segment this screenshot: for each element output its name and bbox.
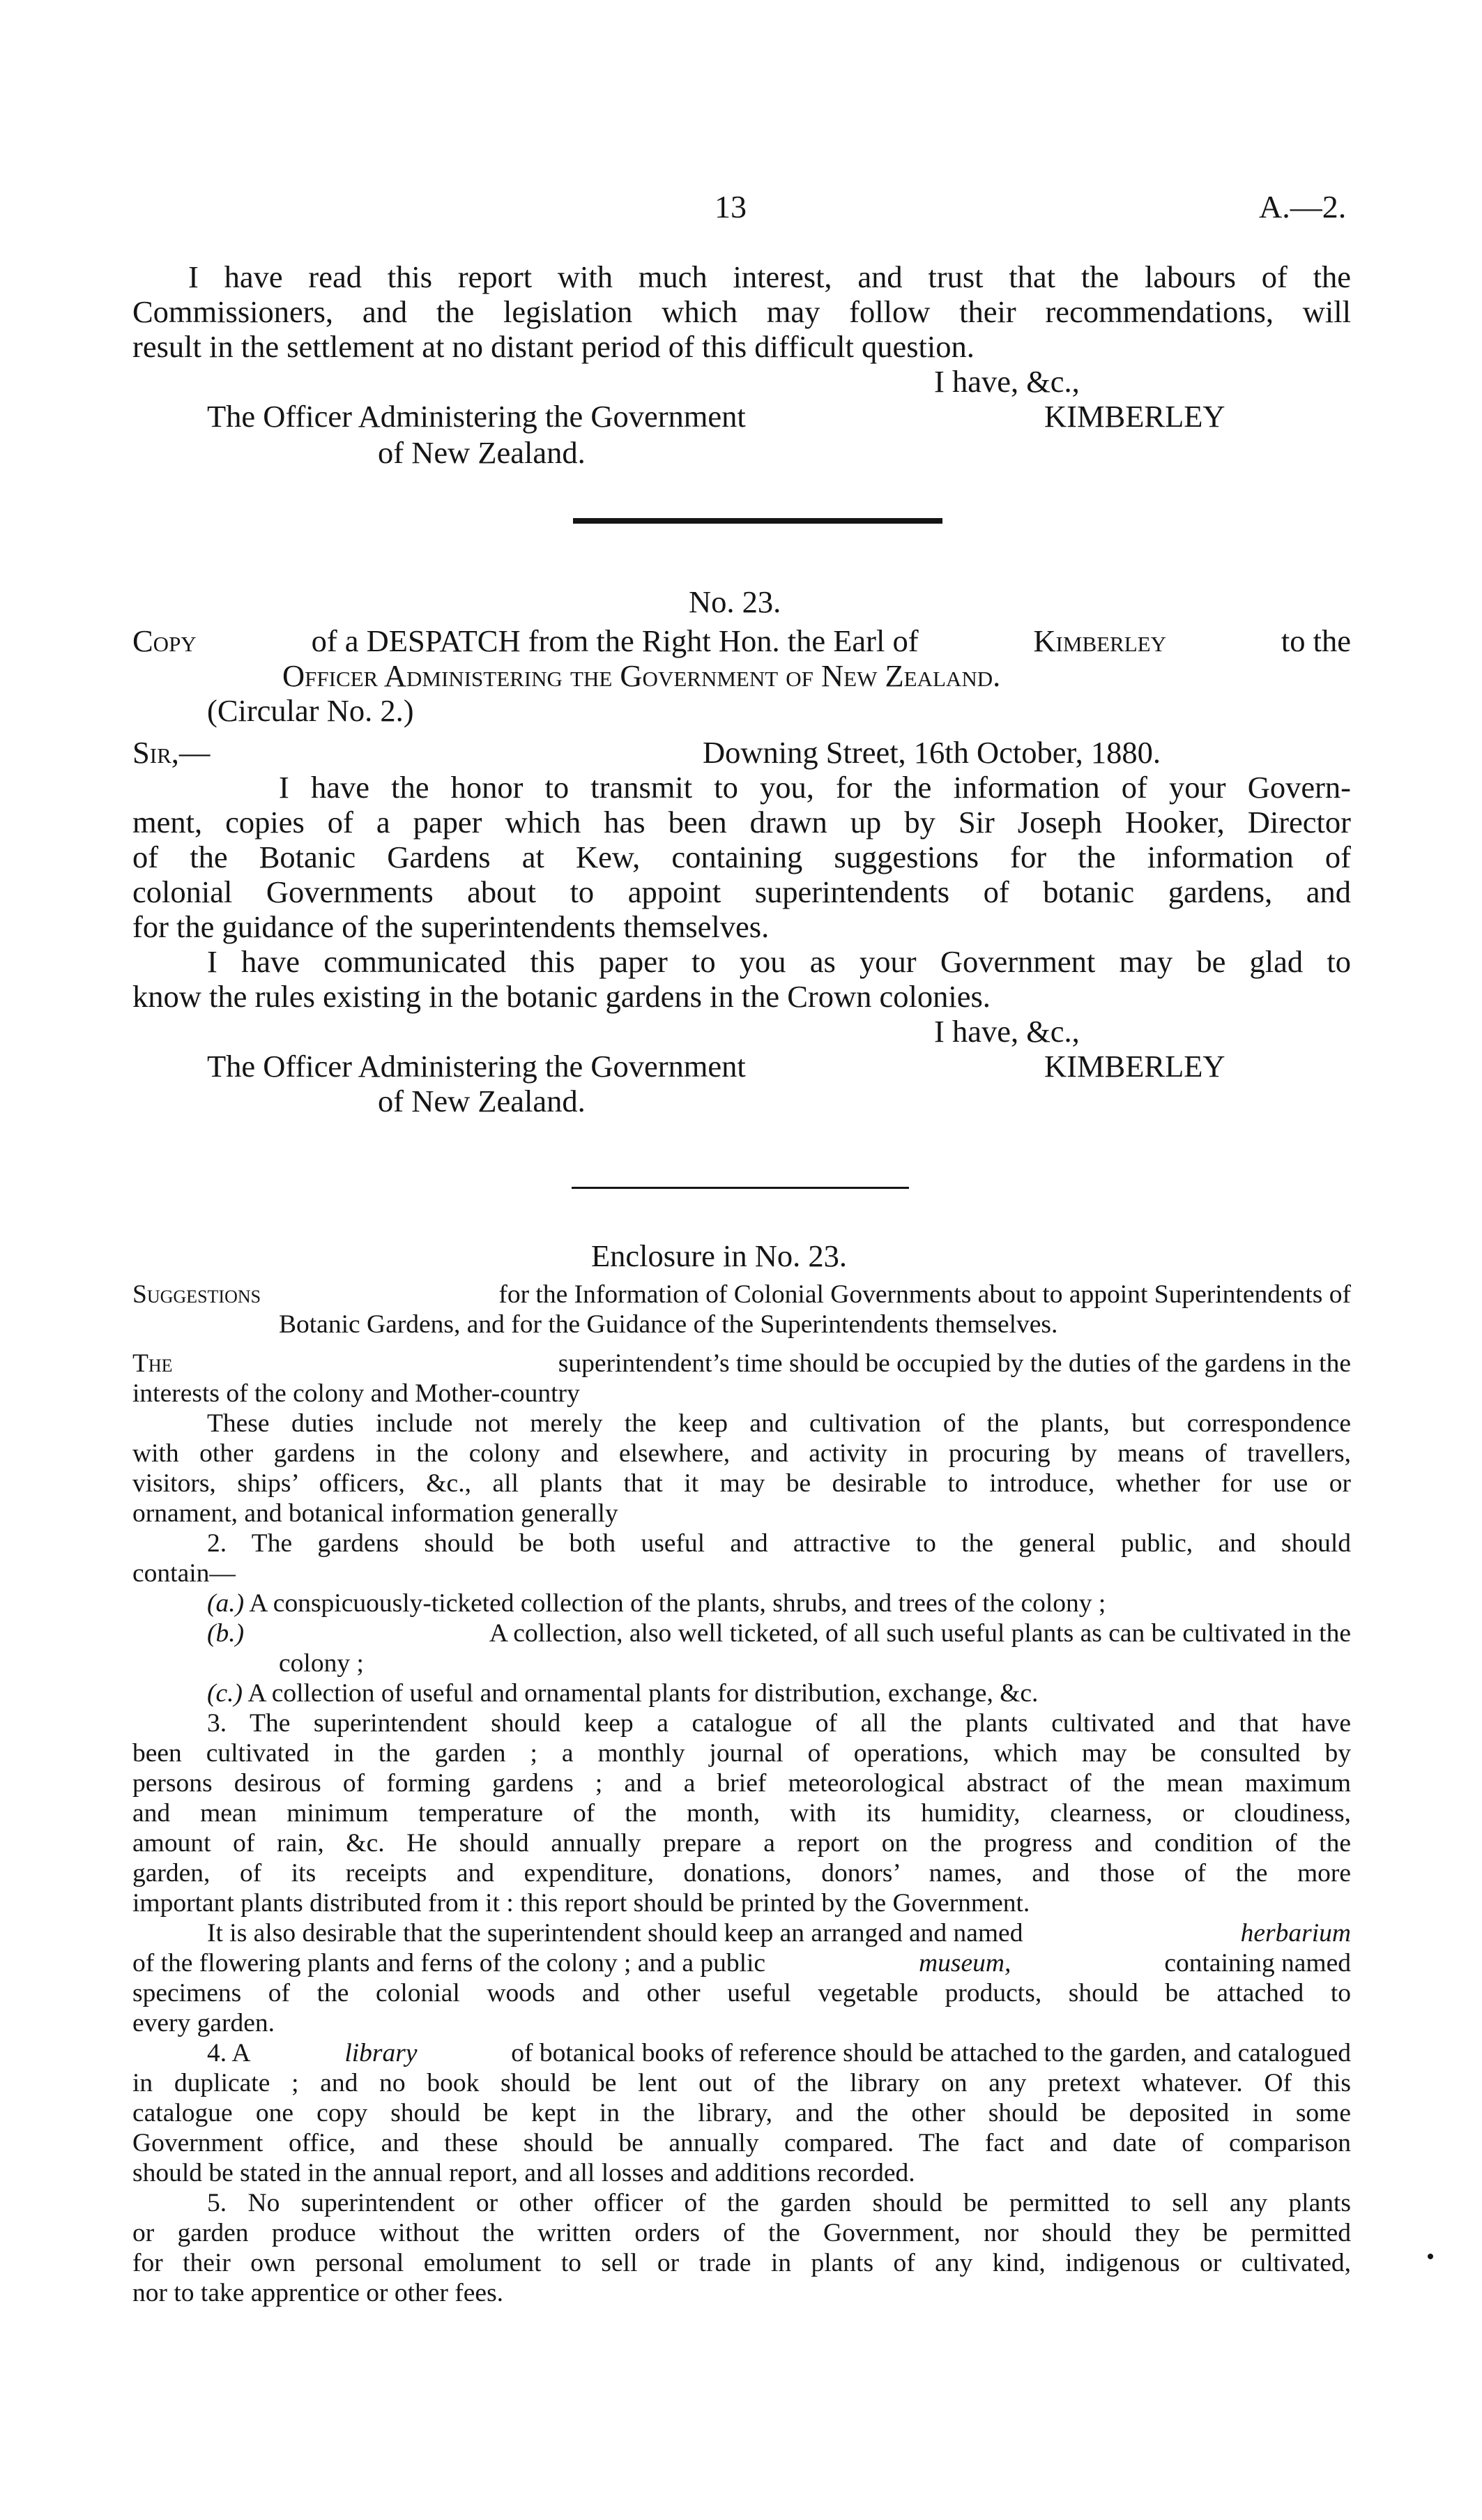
the-word: The xyxy=(132,1349,173,1378)
text-line: nor to take apprentice or other fees. xyxy=(132,2279,504,2307)
text-line: with other gardens in the colony and elsewhere, and activity in procuring by means of travellers, xyxy=(132,1439,1351,1468)
text: of botanical books of reference should be attached to the garden, and catalogued xyxy=(511,2039,1351,2067)
text-line: and mean minimum temperature of the month, with its humidity, clearness, or cloudiness, xyxy=(132,1799,1351,1828)
text-line: visitors, ships’ officers, &c., all plants that it may be desirable to introduce, whether for use or xyxy=(132,1469,1351,1498)
paragraph-library-line xyxy=(207,2038,1351,2068)
list-text: A conspicuously-ticketed collection of the plants, shrubs, and trees of the colony ; xyxy=(249,1589,1106,1618)
text-line: colonial Governments about to appoint superintendents of botanic gardens, and xyxy=(132,874,1351,909)
text-line: result in the settlement at no distant period of this difficult question. xyxy=(132,329,975,364)
closing: I have, &c., xyxy=(934,1014,1080,1049)
text-line: specimens of the colonial woods and other useful vegetable products, should be attached to xyxy=(132,1979,1351,2007)
text-line: Government office, and these should be annually compared. The fact and date of comparison xyxy=(132,2129,1351,2157)
list-text: A collection of useful and ornamental plants for distribution, exchange, &c. xyxy=(247,1679,1039,1708)
page-number: 13 xyxy=(715,189,747,225)
title-text: for the Information of Colonial Governments about to appoint Superintendents of xyxy=(498,1280,1351,1309)
emphasis-library: library xyxy=(344,2039,418,2067)
text-line: Commissioners, and the legislation which may follow their recommendations, will xyxy=(132,294,1351,329)
separator-rule xyxy=(572,1187,909,1189)
text: It is also desirable that the superintendent should keep an arranged and named xyxy=(207,1919,1023,1948)
text-line: interests of the colony and Mother-country xyxy=(132,1379,580,1408)
document-reference: A.—2. xyxy=(1259,189,1347,225)
list-marker: (c.) xyxy=(207,1679,243,1708)
text-line: for the guidance of the superintendents themselves. xyxy=(132,909,770,944)
addressee: of New Zealand. xyxy=(378,1084,586,1118)
text-line: I have the honor to transmit to you, for the information of your Govern- xyxy=(279,770,1351,805)
despatch-title xyxy=(132,623,1351,658)
salutation: Sir,— xyxy=(132,735,211,770)
addressee: The Officer Administering the Government xyxy=(207,399,746,434)
text-line: should be stated in the annual report, and all losses and additions recorded. xyxy=(132,2159,915,2187)
list-item-c xyxy=(207,1678,1038,1708)
addressee: The Officer Administering the Government xyxy=(207,1049,746,1084)
suggestions-word: Suggestions xyxy=(132,1280,261,1309)
closing: I have, &c., xyxy=(934,364,1080,399)
enclosure-heading: Enclosure in No. 23. xyxy=(591,1238,848,1273)
text-line: in duplicate ; and no book should be lent out of the library on any pretext whatever. Of this xyxy=(132,2069,1351,2097)
paragraph-herbarium-line xyxy=(207,1918,1351,1948)
section-heading: No. 23. xyxy=(689,584,781,619)
list-text-continuation: colony ; xyxy=(279,1649,364,1678)
text-line: 3. The superintendent should keep a catalogue of all the plants cultivated and that have xyxy=(207,1709,1351,1738)
text-line: I have read this report with much interest, and trust that the labours of the xyxy=(188,259,1351,294)
text: superintendent’s time should be occupied by the duties of the gardens in the xyxy=(558,1349,1351,1378)
enclosure-title xyxy=(132,1280,1351,1310)
text-line: or garden produce without the written orders of the Government, nor should they be permitted xyxy=(132,2219,1351,2247)
text-line: amount of rain, &c. He should annually prepare a report on the progress and condition of the xyxy=(132,1829,1351,1858)
text: of the flowering plants and ferns of the colony ; and a public xyxy=(132,1949,766,1978)
paragraph-1-line xyxy=(132,1349,1351,1379)
date-line: Downing Street, 16th October, 1880. xyxy=(703,735,1161,770)
text-line: been cultivated in the garden ; a monthly journal of operations, which may be consulted by xyxy=(132,1739,1351,1768)
to-the-text: to the xyxy=(1281,623,1351,658)
margin-dot xyxy=(1428,2254,1433,2259)
signature: KIMBERLEY xyxy=(1044,1049,1225,1084)
list-text: A collection, also well ticketed, of all such useful plants as can be cultivated in the xyxy=(489,1619,1351,1648)
text-line: every garden. xyxy=(132,2009,275,2037)
separator-rule xyxy=(573,518,942,524)
addressee: of New Zealand. xyxy=(378,435,586,470)
list-item-a xyxy=(207,1588,1106,1618)
text-line: contain— xyxy=(132,1559,236,1588)
emphasis-herbarium: herbarium xyxy=(1240,1919,1351,1948)
list-item-b xyxy=(207,1618,1351,1648)
despatch-title-line-2: Officer Administering the Government of New Zealand. xyxy=(282,658,1001,693)
text-line: These duties include not merely the keep and cultivation of the plants, but correspondence xyxy=(207,1409,1351,1438)
text-line: 2. The gardens should be both useful and attractive to the general public, and should xyxy=(207,1529,1351,1558)
list-marker: (b.) xyxy=(207,1619,245,1648)
list-marker: (a.) xyxy=(207,1589,245,1618)
text-line: for their own personal emolument to sell or trade in plants of any kind, indigenous or cultivated, xyxy=(132,2249,1351,2277)
text: containing named xyxy=(1164,1949,1351,1978)
text-line: 5. No superintendent or other officer of the garden should be permitted to sell any plants xyxy=(207,2189,1351,2217)
text-line: know the rules existing in the botanic gardens in the Crown colonies. xyxy=(132,979,991,1014)
title-text: of a DESPATCH from the Right Hon. the Earl of xyxy=(311,623,919,658)
text-line: persons desirous of forming gardens ; and a brief meteorological abstract of the mean maximum xyxy=(132,1769,1351,1798)
text-line: of the Botanic Gardens at Kew, containing suggestions for the information of xyxy=(132,840,1351,874)
paragraph-museum-line xyxy=(132,1948,1351,1978)
circular-number: (Circular No. 2.) xyxy=(207,693,414,728)
text-line: I have communicated this paper to you as your Government may be glad to xyxy=(207,944,1351,979)
text-line: catalogue one copy should be kept in the library, and the other should be deposited in some xyxy=(132,2099,1351,2127)
enclosure-title-line-2: Botanic Gardens, and for the Guidance of the Superintendents themselves. xyxy=(279,1310,1058,1339)
signature: KIMBERLEY xyxy=(1044,399,1225,434)
kimberley-name: Kimberley xyxy=(1033,623,1166,658)
copy-word: Copy xyxy=(132,623,197,658)
text-line: important plants distributed from it : this report should be printed by the Government. xyxy=(132,1889,1030,1918)
emphasis-museum: museum, xyxy=(919,1949,1011,1978)
text-line: ornament, and botanical information generally xyxy=(132,1499,618,1528)
text: 4. A xyxy=(207,2039,251,2067)
text-line: ment, copies of a paper which has been drawn up by Sir Joseph Hooker, Director xyxy=(132,805,1351,840)
text-line: garden, of its receipts and expenditure, donations, donors’ names, and those of the more xyxy=(132,1859,1351,1888)
